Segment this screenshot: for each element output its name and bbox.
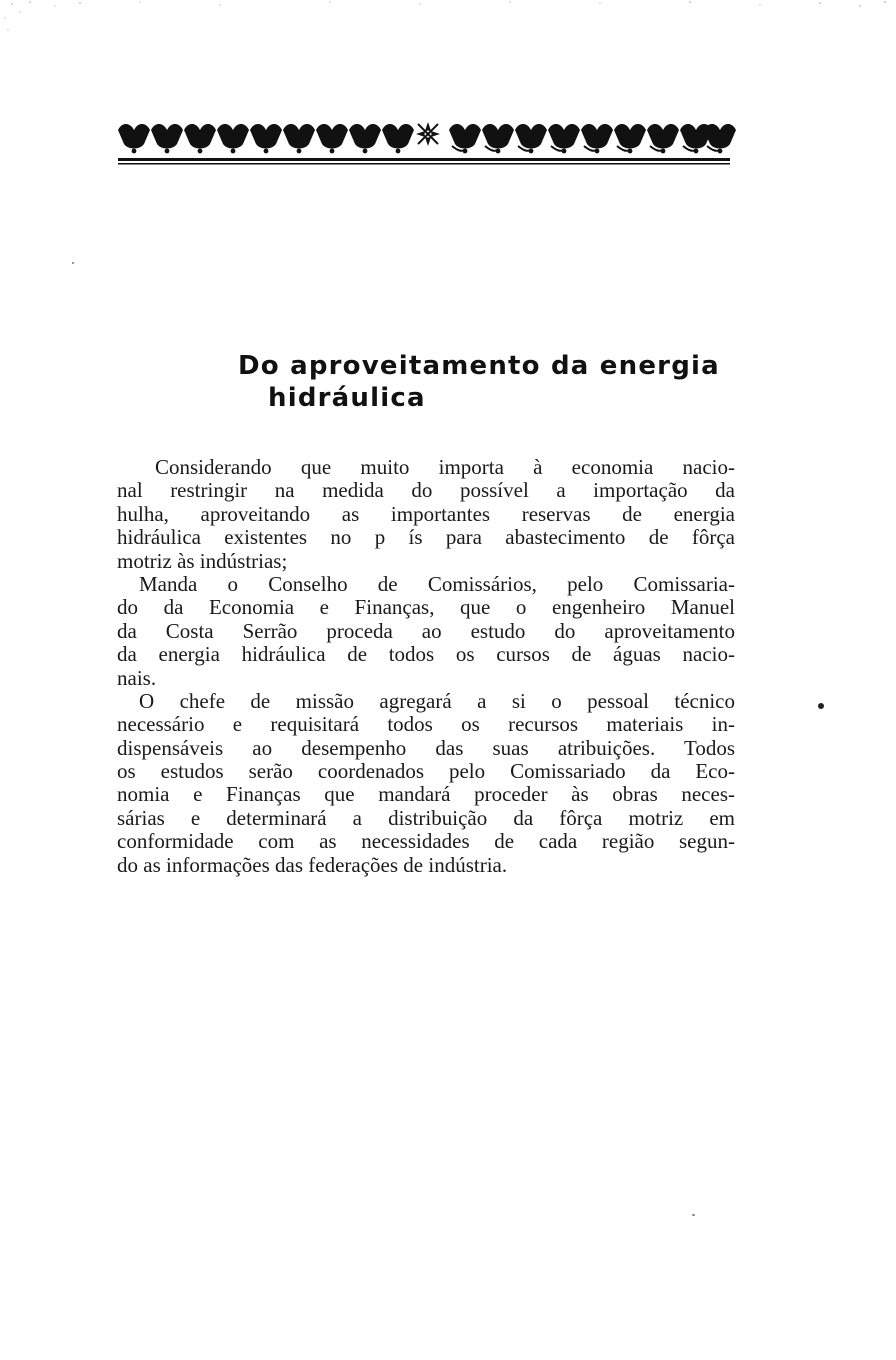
- body-text: [117, 456, 735, 877]
- paragraph-3: [117, 690, 735, 877]
- ink-speck: [72, 262, 74, 264]
- text-line: necessário e requisitará todos os recursos materiais in-: [117, 712, 735, 737]
- text-line: motriz às indústrias;: [117, 548, 288, 573]
- text-line: hidráulica existentes no p ís para abastecimento de fôrça: [117, 525, 735, 550]
- ink-speck: [692, 1214, 695, 1216]
- ink-speck: [818, 703, 824, 709]
- text-line: do da Economia e Finanças, que o engenheiro Manuel: [117, 595, 735, 620]
- text-line: Manda o Conselho de Comissários, pelo Comissaria-: [139, 571, 735, 596]
- text-line: sárias e determinará a distribuição da fôrça motriz em: [117, 805, 735, 830]
- vine-leaf-border-icon: [116, 112, 736, 170]
- text-line: dispensáveis ao desempenho das suas atribuições. Todos: [117, 735, 735, 760]
- text-line: Considerando que muito importa à economia nacio-: [155, 455, 735, 479]
- paragraph-1: [117, 456, 735, 573]
- title-line-1: Do aproveitamento da energia: [238, 351, 720, 381]
- text-line: nal restringir na medida do possível a importação da: [117, 478, 735, 503]
- text-line: nomia e Finanças que mandará proceder às obras neces-: [117, 782, 735, 807]
- text-line: conformidade com as necessidades de cada região segun-: [117, 829, 735, 854]
- scan-noise: [0, 0, 896, 40]
- text-line: os estudos serão coordenados pelo Comissariado da Eco-: [117, 759, 735, 784]
- text-line: nais.: [117, 665, 157, 690]
- text-line: hulha, aproveitando as importantes reservas de energia: [117, 501, 735, 526]
- paragraph-2: [117, 573, 735, 690]
- floral-star-icon: [416, 122, 440, 146]
- text-line: O chefe de missão agregará a si o pessoal técnico: [139, 688, 735, 713]
- document-title: [238, 350, 738, 414]
- text-line: da energia hidráulica de todos os cursos de águas nacio-: [117, 642, 735, 667]
- title-line-2: hidráulica: [268, 383, 426, 413]
- text-line: do as informações das federações de indústria.: [117, 852, 508, 877]
- text-line: da Costa Serrão proceda ao estudo do aproveitamento: [117, 618, 735, 643]
